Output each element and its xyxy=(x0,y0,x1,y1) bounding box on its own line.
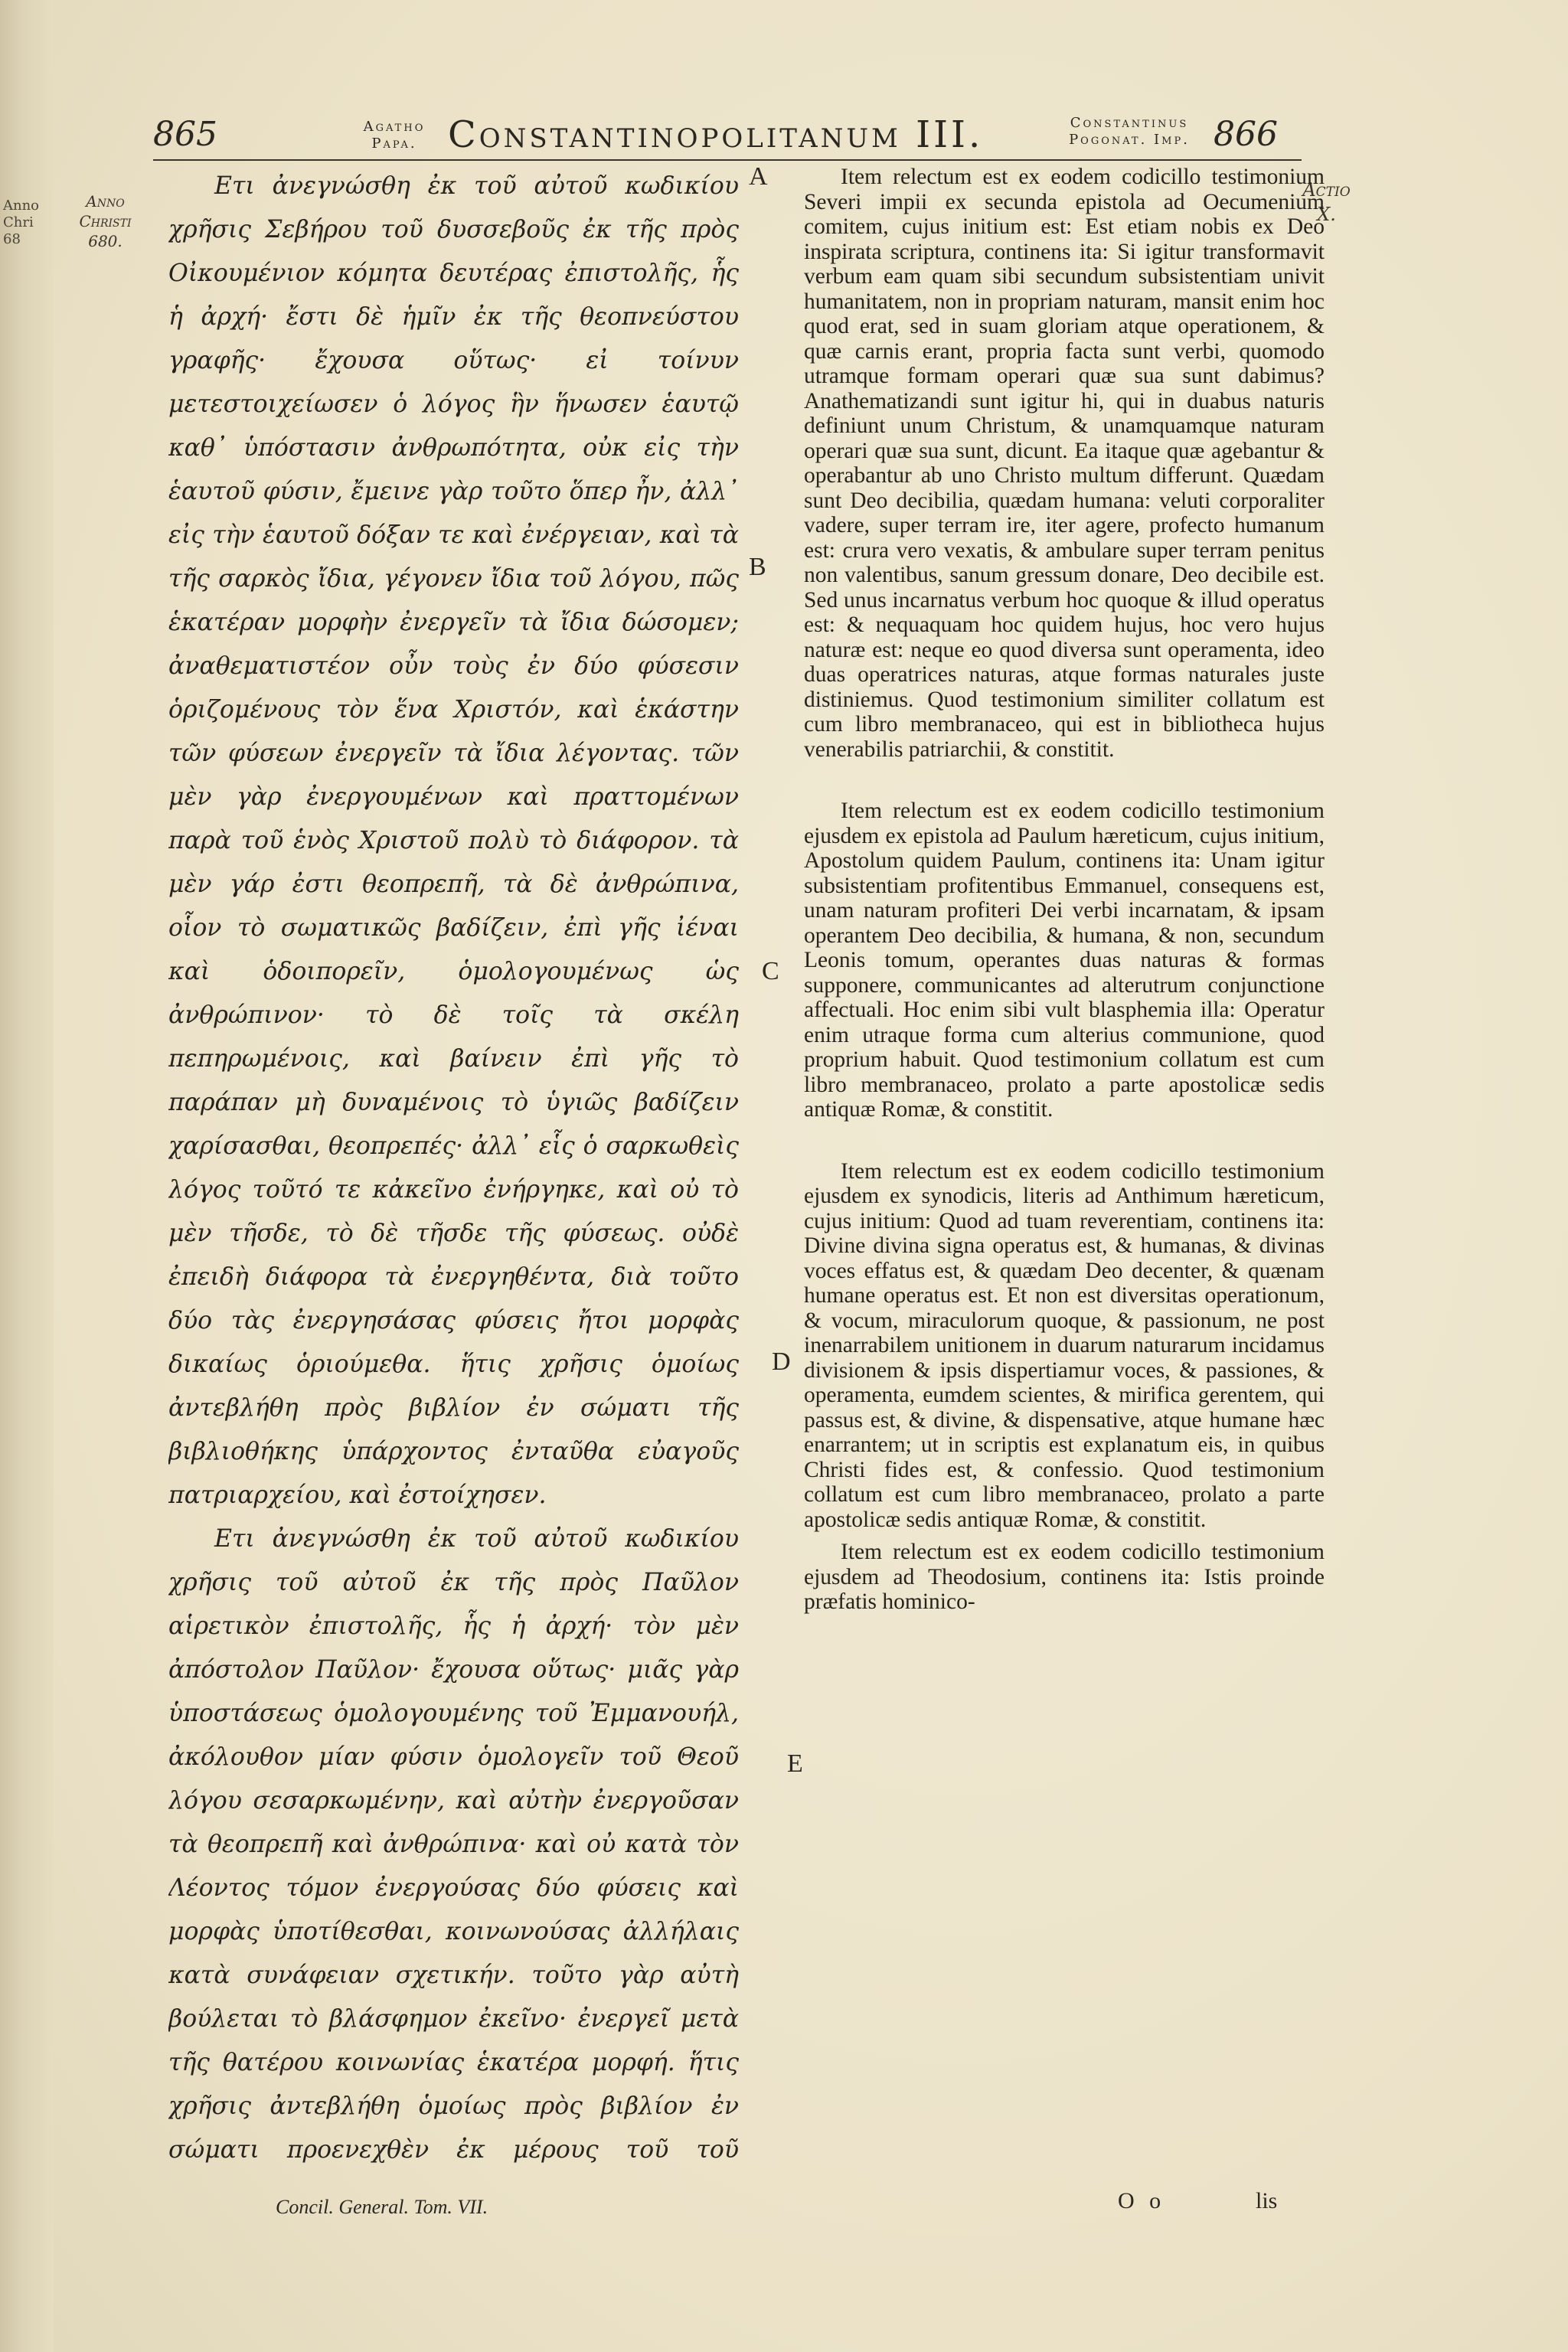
margin-actio: Actio xyxy=(1302,179,1351,201)
header-right-running xyxy=(1014,115,1244,149)
catchword: lis xyxy=(1256,2188,1278,2213)
greek-paragraph-1: Ετι ἀνεγνώσθη ἐκ τοῦ αὐτοῦ κωδικίου χρῆσις Σεβήρου τοῦ δυσσεβοῦς ἐκ τῆς πρὸς Οἰκουμένιον κόμητα δευτέρας ἐπιστολῆς, ἧς ἡ ἀρχή· ἔστι δὲ ἡμῖν ἐκ τῆς θεοπνεύστου γραφῆς· ἔχουσα οὕτως· εἰ τοίνυν μετεστοιχείωσεν ὁ λόγος ἣν ἥνωσεν ἑαυτῷ καθ᾿ ὑπόστασιν ἀνθρωπότητα, οὐκ εἰς τὴν ἑαυτοῦ φύσιν, ἔμεινε γὰρ τοῦτο ὅπερ ἦν, ἀλλ᾿ εἰς τὴν ἑαυτοῦ δόξαν τε καὶ ἐνέργειαν, καὶ τὰ τῆς σαρκὸς ἴδια, γέγονεν ἴδια τοῦ λόγου, πῶς ἑκατέραν μορφὴν ἐνεργεῖν τὰ ἴδια δώσομεν; ἀναθεματιστέον οὖν τοὺς ἐν δύο φύσεσιν ὁριζομένους τὸν ἕνα Χριστόν, καὶ ἑκάστην τῶν φύσεων ἐνεργεῖν τὰ ἴδια λέγοντας. τῶν μὲν γὰρ ἐνεργουμένων καὶ πραττομένων παρὰ τοῦ ἑνὸς Χριστοῦ πολὺ τὸ διάφορον. τὰ μὲν γάρ ἐστι θεοπρεπῆ, τὰ δὲ ἀνθρώπινα, οἷον τὸ σωματικῶς βαδίζειν, ἐπὶ γῆς ἰέναι καὶ ὁδοιπορεῖν, ὁμολογουμένως ὡς ἀνθρώπινον· τὸ δὲ τοῖς τὰ σκέλη πεπηρωμένοις, καὶ βαίνειν ἐπὶ γῆς τὸ παράπαν μὴ δυναμένοις τὸ ὑγιῶς βαδίζειν χαρίσασθαι, θεοπρεπές· ἀλλ᾿ εἷς ὁ σαρκωθεὶς λόγος τοῦτό τε κἀκεῖνο ἐνήργηκε, καὶ οὐ τὸ μὲν τῆσδε, τὸ δὲ τῆσδε τῆς φύσεως. οὐδὲ ἐπειδὴ διάφορα τὰ ἐνεργηθέντα, διὰ τοῦτο δύο τὰς ἐνεργησάσας φύσεις ἤτοι μορφὰς δικαίως ὁριούμεθα. ἥτις χρῆσις ὁμοίως ἀντεβλήθη πρὸς βιβλίον ἐν σώματι τῆς βιβλιοθήκης ὑπάρχοντος ἐνταῦθα εὐαγοῦς πατριαρχείου, καὶ ἐστοίχησεν. xyxy=(168,172,739,1509)
page-title: Constantinopolitanum III. xyxy=(448,113,984,156)
section-letter-b: B xyxy=(749,553,766,581)
signature-mark: O o xyxy=(1118,2188,1166,2213)
margin-year: 680. xyxy=(88,232,122,250)
latin-paragraph-4: Item relectum est ex eodem codicillo testimonium ejusdem ad Theodosium, continens ita: Istis proinde præfatis hominico- xyxy=(804,1540,1325,1614)
margin-anno: Anno xyxy=(86,192,125,211)
page-number-right: 866 xyxy=(1214,115,1278,154)
latin-paragraph-1: Item relectum est ex eodem codicillo testimonium Severi impii ex secunda epistola ad Oecumenium comitem, cujus initium est: Est etiam nobis ex Deo inspirata scriptura, continens ita: Si igitur transformavit verbum eam quam sibi secundum subsistentiam univit humanitatem, non in propriam naturam, mansit enim hoc quod erat, sed in suam gloriam atque operationem, & quæ carnis erant, propria facta sunt verbi, quomodo utramque formam operari quæ sua sunt dabimus? Anathematizandi sunt igitur hi, qui in duabus naturis definiunt unum Christum, & unamquamque naturam operari quæ sua sunt, dicunt. Ea itaque quæ agebantur & operabantur ab uno Christo multum differunt. Quædam sunt Deo decibilia, quædam humana: veluti corporaliter vadere, super terram ire, iter agere, profecto humanum est: crura vero vexatis, & ambulare super terram penitus non valentibus, sanum gressum donare, Deo decibile est. Sed unus incarnatus verbum hoc quoque & illud operatus est: & nequaquam hoc quidem hujus, hoc vero hujus naturæ est: neque eo quod diversa sunt operamenta, ideo duas operatrices naturas, atque formas naturales juste distiniemus. Quod testimonium similiter collatum est cum libro membranaceo, qui est in bibliotheca hujus venerabilis patriarchii, & constitit. xyxy=(804,165,1325,762)
section-letter-c: C xyxy=(762,957,779,985)
greek-paragraph-2: Ετι ἀνεγνώσθη ἐκ τοῦ αὐτοῦ κωδικίου χρῆσις τοῦ αὐτοῦ ἐκ τῆς πρὸς Παῦλον αἱρετικὸν ἐπιστολῆς, ἧς ἡ ἀρχή· τὸν μὲν ἀπόστολον Παῦλον· ἔχουσα οὕτως· μιᾶς γὰρ ὑποστάσεως ὁμολογουμένης τοῦ Ἐμμανουήλ, ἀκόλουθον μίαν φύσιν ὁμολογεῖν τοῦ Θεοῦ λόγου σεσαρκωμένην, καὶ αὐτὴν ἐνεργοῦσαν τὰ θεοπρεπῆ καὶ ἀνθρώπινα· καὶ οὐ κατὰ τὸν Λέοντος τόμον ἐνεργούσας δύο φύσεις καὶ μορφὰς ὑποτίθεσθαι, κοινωνούσας ἀλλήλαις κατὰ συνάφειαν σχετικήν. τοῦτο γὰρ αὐτὴ βούλεται τὸ βλάσφημον ἐκεῖνο· ἐνεργεῖ μετὰ τῆς θατέρου κοινωνίας ἑκατέρα μορφή. ἥτις χρῆσις ἀντεβλήθη ὁμοίως πρὸς βιβλίον ἐν σώματι προενεχθὲν ἐκ μέρους τοῦ τοῦ xyxy=(168,1525,739,2164)
margin-christi: Christi xyxy=(79,212,132,230)
binding-gutter xyxy=(0,0,55,2352)
latin-paragraph-3: Item relectum est ex eodem codicillo testimonium ejusdem ex synodicis, literis ad Anthimum hæreticum, cujus initium: Quod ad tuam reverentiam, continens ita: Divine divina signa operatus est, & humanas, & divinas voces effatus est, & quædam Deo decenter, & quænam humane operatus est. Et non est diversitas operationum, & vocum, miraculorum quoque, & passionum, ne post inenarrabilem unitionem in duarum naturarum incidamus divisionem & ipsis dispertiamur voces, & passiones, & operamenta, eumdem scientes, & mirifica gerentem, qui passus est, & divine, & dispensative, atque humane hæc enarrantem; ut in scriptis est explanatum eis, in quibus Christi fides est, & confessio. Quod testimonium collatum est cum libro membranaceo, prolato a parte apostolicæ sedis antiquæ Romæ, & constitit. xyxy=(804,1158,1325,1532)
header-left-line1: Agatho xyxy=(363,119,426,135)
section-letter-e: E xyxy=(787,1749,803,1778)
greek-column xyxy=(168,165,739,2174)
header-left-running xyxy=(333,119,456,152)
header-right-line1: Constantinus xyxy=(1070,115,1189,131)
margin-note-anno-christi xyxy=(54,191,157,251)
footer-volume-reference: Concil. General. Tom. VII. xyxy=(276,2196,488,2218)
book-page xyxy=(54,0,1568,2352)
latin-paragraph-2: Item relectum est ex eodem codicillo testimonium ejusdem ex epistola ad Paulum hæreticum, cujus initium, Apostolum quidem Paulum, continens ita: Unam igitur subsistentiam profitentibus Emmanuel, consequens est, unam naturam profiteri Dei verbi incarnatam, & ipsam operantem Deo decibilia, & humana, & non, secundum Leonis tomum, operantes duas naturas & formas supponere, communicantes ad alterutrum conjunctione affectuali. Hoc enim sibi vult blasphemia illa: Operatur enim utraque forma cum alterius communione, quod proprium habuit. Quod testimonium collatum est cum libro membranaceo, prolato a parte apostolicæ sedis antiquæ Romæ, & constitit. xyxy=(804,799,1325,1122)
page-number-left: 865 xyxy=(153,115,217,154)
header-rule xyxy=(153,159,1302,161)
gutter-margin-text: Anno Chri 68 xyxy=(3,198,40,247)
latin-column xyxy=(804,165,1325,2174)
section-letter-a: A xyxy=(749,162,768,191)
header-left-line2: Papa. xyxy=(371,136,417,152)
section-letter-d: D xyxy=(772,1348,791,1376)
margin-actio-number: X. xyxy=(1317,204,1336,225)
header-right-line2: Pogonat. Imp. xyxy=(1069,132,1190,148)
